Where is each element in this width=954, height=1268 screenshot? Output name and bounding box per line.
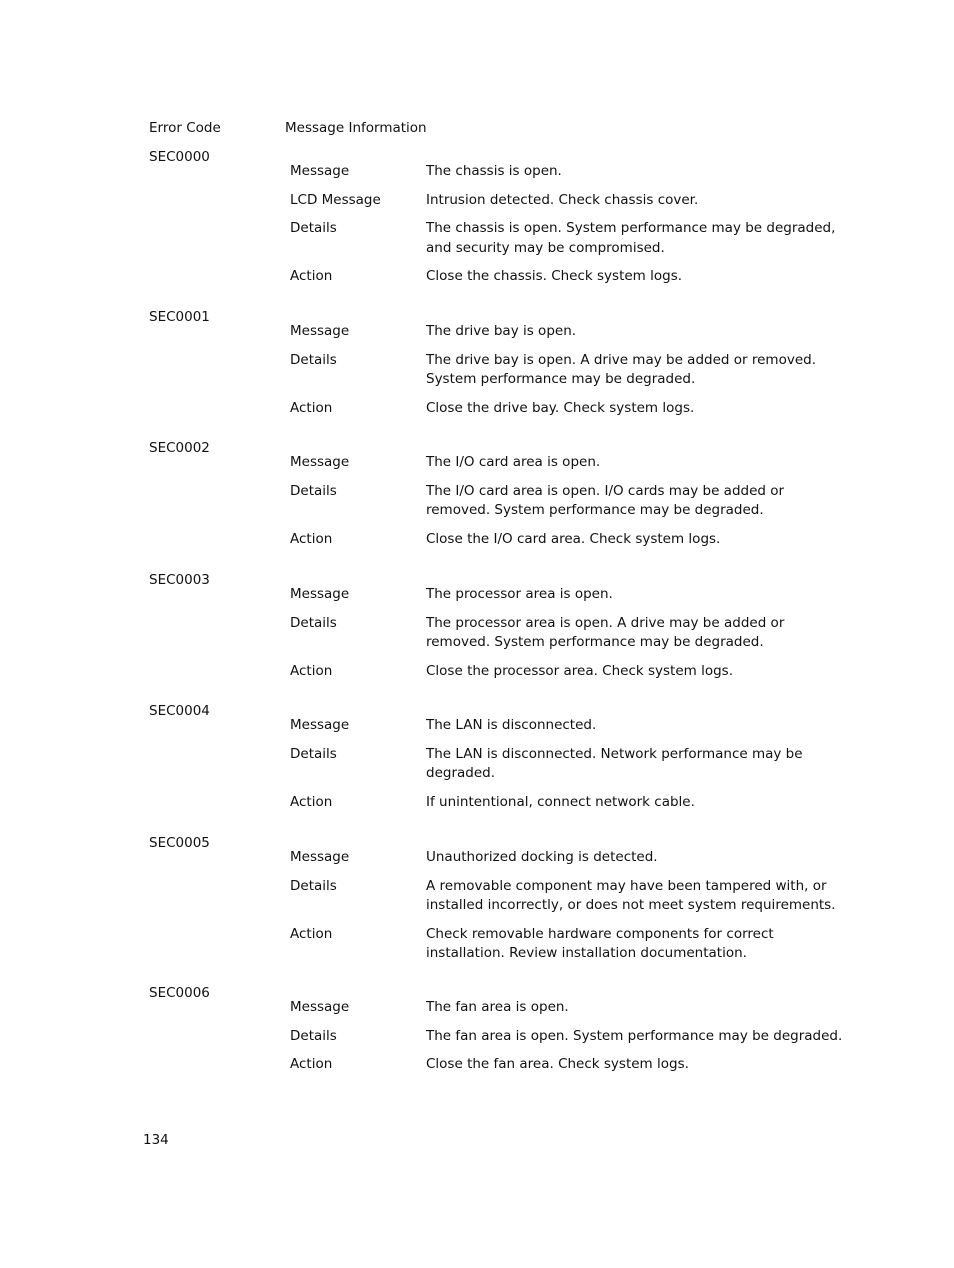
page-number: 134 — [143, 1132, 169, 1148]
info-row-action: Action Check removable hardware components for correct installation. Review installation documentation. — [290, 925, 774, 961]
info-row-message: Message Unauthorized docking is detected. — [290, 849, 658, 865]
error-code: SEC0004 — [149, 703, 210, 719]
info-row-action: Action If unintentional, connect network cable. — [290, 793, 695, 810]
info-row-message: Message The processor area is open. — [290, 586, 613, 602]
info-row-details: Details The I/O card area is open. I/O cards may be added or removed. System performance may be degraded. — [290, 482, 785, 518]
info-row-lcd-message: LCD Message Intrusion detected. Check chassis cover. — [290, 191, 699, 208]
header-message-information: Message Information — [285, 120, 427, 136]
info-row-action: Action Close the drive bay. Check system logs. — [290, 399, 695, 416]
info-row-message: Message The drive bay is open. — [290, 323, 577, 339]
info-row-details: Details A removable component may have been tampered with, or installed incorrectly, or does not meet system requirements. — [290, 877, 836, 913]
error-code: SEC0000 — [149, 149, 210, 165]
info-row-action: Action Close the processor area. Check system logs. — [290, 662, 733, 679]
info-row-details: Details The drive bay is open. A drive may be added or removed. System performance may be degraded. — [290, 351, 816, 387]
info-row-details: Details The fan area is open. System performance may be degraded. — [290, 1027, 843, 1044]
info-row-message: Message The I/O card area is open. — [290, 454, 601, 470]
error-code: SEC0001 — [149, 309, 210, 325]
error-code: SEC0002 — [149, 440, 210, 456]
info-row-action: Action Close the fan area. Check system logs. — [290, 1056, 689, 1072]
info-row-message: Message The chassis is open. — [290, 163, 562, 179]
info-row-message: Message The fan area is open. — [290, 999, 569, 1015]
error-code: SEC0006 — [149, 985, 210, 1001]
info-row-action: Action Close the I/O card area. Check system logs. — [290, 530, 721, 547]
info-row-action: Action Close the chassis. Check system logs. — [290, 268, 683, 284]
info-row-details: Details The chassis is open. System performance may be degraded, and security may be compromised. — [290, 220, 836, 256]
info-row-details: Details The LAN is disconnected. Network performance may be degraded. — [290, 745, 803, 781]
header-error-code: Error Code — [149, 120, 221, 136]
info-row-message: Message The LAN is disconnected. — [290, 717, 597, 733]
error-code: SEC0003 — [149, 572, 210, 588]
info-row-details: Details The processor area is open. A drive may be added or removed. System performance may be degraded. — [290, 614, 785, 650]
error-code: SEC0005 — [149, 835, 210, 851]
